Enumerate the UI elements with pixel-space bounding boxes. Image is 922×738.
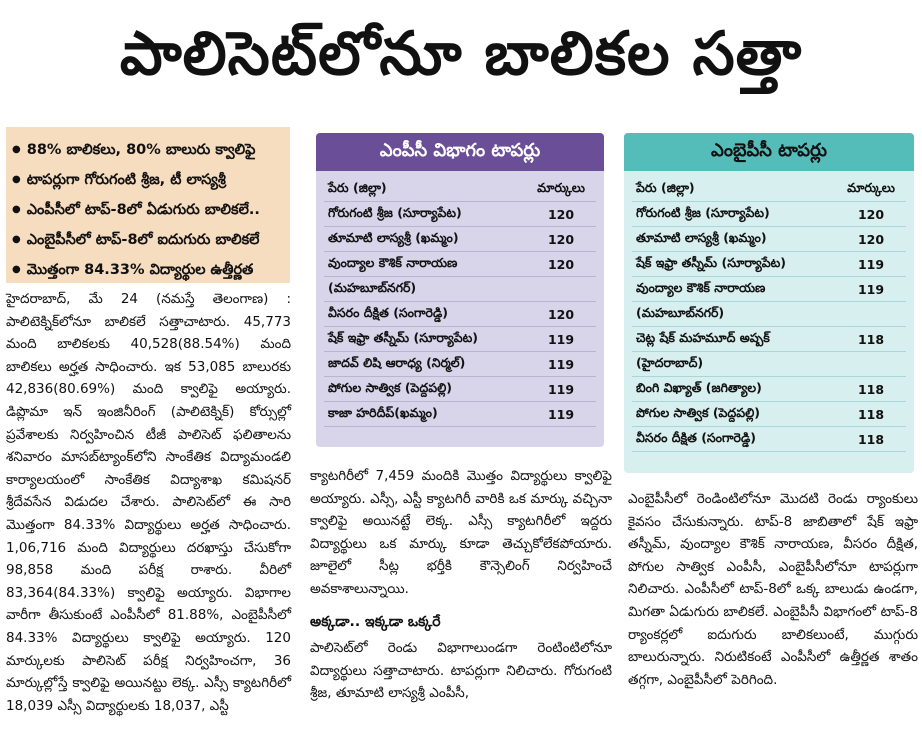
- highlight-item: ● టాపర్లుగా గోరుగంటి శ్రీజ, టీ లాస్యశ్రీ: [12, 165, 284, 195]
- table-header-row: [632, 177, 906, 202]
- table-row: [324, 327, 596, 352]
- cell-marks: 118: [836, 402, 906, 427]
- cell-name: చెట్ల షేక్‌ మహమూద్‌ అష్పక్‌: [632, 327, 836, 352]
- cell-name: గోరుగంటి శ్రీజ (సూర్యాపేట): [632, 202, 836, 227]
- mpc-table: [324, 177, 596, 427]
- mpc-table-title: ఎంపీసీ విభాగం టాపర్లు: [316, 133, 604, 171]
- article-column-1: [6, 288, 291, 717]
- cell-name: బింగి విఖ్యాత్‌ (జగిత్యాల): [632, 377, 836, 402]
- mpc-toppers-table: [316, 133, 604, 447]
- cell-marks: 119: [836, 277, 906, 302]
- article-paragraph: పాలిసెట్‌లో రెండు విభాగాలుండగా రెంటింటిలోనూ విద్యార్థులు సత్తాచాటారు. టాపర్లుగా నిలిచారు. గోరుగంటి శ్రీజ, తూమాటి లాస్యశ్రీ ఎంపీసీ,: [310, 640, 612, 702]
- bipc-toppers-table: [624, 133, 914, 473]
- cell-name: గోరుగంటి శ్రీజ (సూర్యాపేట): [324, 202, 526, 227]
- cell-name: వుంద్యాల కౌశిక్‌ నారాయణ: [632, 277, 836, 302]
- article-paragraph: హైదరాబాద్‌, మే 24 (నమస్తే తెలంగాణ) : పాలిటెక్నిక్‌లోనూ బాలికలే సత్తాచాటారు. 45,773 మంది బాలికలకు 40,528(88.54%) మంది బాలికలు అర్హత సాధించారు. ఇక 53,085 బాలురకు 42,836(80.69%) మంది క్వాలిఫై అయ్యారు. డిప్లొమా ఇన్‌ ఇంజినీరింగ్‌ (పాలిటెక్నిక్‌) కోర్సుల్లో ప్రవేశాలకు నిర్వహించిన టీజీ పాలిసెట్‌ ఫలితాలను శనివారం మాసబ్‌ట్యాంక్‌లోని సాంకేతిక విద్యామండలి కార్యాలయంలో సాంకేతిక విద్యాశాఖ కమిషనర్‌ శ్రీదేవసేన విడుదల చేశారు. పాలిసెట్‌లో ఈ సారి మొత్తంగా 84.33% విద్యార్థులు అర్హత సాధించారు. 1,06,716 మంది విద్యార్థులు దరఖాస్తు చేసుకోగా 98,858 మంది పరీక్ష రాశారు. వీరిలో 83,364(84.33%) క్వాలిఫై అయ్యారు. విభాగాల వారీగా తీసుకుంటే ఎంపీసీలో 81.88%, ఎంబైపీసీలో 84.33% విద్యార్థులు క్వాలిఫై అయ్యారు. 120 మార్కులకు పాలిసెట్‌ పరీక్ష నిర్వహించగా, 36 మార్కుల్లోస్తే క్వాలిఫై అయినట్టు లెక్క. ఎస్సీ క్యాటగిరీలో 18,039 ఎస్సీ విద్యార్థులకు 18,037, ఎస్టీ: [6, 291, 291, 714]
- cell-marks: 120: [836, 227, 906, 252]
- cell-name: వుంద్యాల కౌశిక్‌ నారాయణ: [324, 252, 526, 277]
- bipc-table: [632, 177, 906, 452]
- column-header-name: పేరు (జిల్లా): [324, 177, 526, 202]
- cell-marks: 119: [836, 252, 906, 277]
- article-subheading: అక్కడా.. ఇక్కడా ఒక్కరే: [310, 613, 441, 630]
- table-row: [632, 427, 906, 452]
- table-row: [632, 377, 906, 402]
- table-header-row: [324, 177, 596, 202]
- cell-marks: 119: [526, 402, 596, 427]
- table-row: [632, 202, 906, 227]
- cell-name: తూమాటి లాస్యశ్రీ (ఖమ్మం): [324, 227, 526, 252]
- table-row: [324, 252, 596, 277]
- table-row: [324, 352, 596, 377]
- cell-marks: [526, 277, 596, 302]
- cell-marks: 120: [526, 302, 596, 327]
- headline: పాలిసెట్‌లోనూ బాలికల సత్తా: [119, 19, 803, 89]
- table-row: [324, 277, 596, 302]
- cell-marks: 120: [526, 227, 596, 252]
- highlight-item: ● మొత్తంగా 84.33% విద్యార్థుల ఉత్తీర్ణత: [12, 255, 284, 285]
- table-row: [324, 302, 596, 327]
- cell-marks: 119: [526, 352, 596, 377]
- cell-marks: 120: [836, 202, 906, 227]
- cell-name: తూమాటి లాస్యశ్రీ (ఖమ్మం): [632, 227, 836, 252]
- cell-marks: 119: [526, 327, 596, 352]
- cell-marks: 118: [836, 327, 906, 352]
- column-header-name: పేరు (జిల్లా): [632, 177, 836, 202]
- bipc-table-title: ఎంబైపీసీ టాపర్లు: [624, 133, 914, 171]
- table-row: [324, 202, 596, 227]
- column-header-marks: మార్కులు: [526, 177, 596, 202]
- article-column-3: [628, 488, 918, 691]
- cell-name: పోగుల సాత్విక (పెద్దపల్లి): [324, 377, 526, 402]
- article-paragraph: క్యాటగిరీలో 7,459 మందికి మొత్తం విద్యార్థులు క్వాలిఫై అయ్యారు. ఎస్సీ, ఎస్టీ క్యాటగిరీ వారికి ఒక మార్కు వచ్చినా క్వాలిఫై అయినట్టే లెక్క. ఎస్సీ క్యాటగిరీలో ఇద్దరు విద్యార్థులు ఒక మార్కు కూడా తెచ్చుకోలేకపోయారు. జూలైలో సీట్ల భర్తీకి కౌన్సెలింగ్‌ నిర్వహించే అవకాశాలున్నాయి.: [310, 468, 612, 597]
- highlight-item: ● ఎంపీసీలో టాప్‌-8లో ఏడుగురు బాలికలే..: [12, 195, 284, 225]
- table-row: [632, 302, 906, 327]
- cell-marks: 120: [526, 202, 596, 227]
- column-header-marks: మార్కులు: [836, 177, 906, 202]
- cell-name: షేక్‌ ఇఫ్రా తస్నీమ్‌ (సూర్యాపేట): [632, 252, 836, 277]
- article-column-2: [310, 465, 612, 705]
- cell-marks: 118: [836, 427, 906, 452]
- cell-name: వీసరం దీక్షిత (సంగారెడ్డి): [632, 427, 836, 452]
- cell-marks: [836, 352, 906, 377]
- article-paragraph: ఎంబైపీసీలో రెండింటిలోనూ మొదటి రెండు ర్యాంకులు కైవసం చేసుకున్నారు. టాప్‌-8 జాబితాలో షేక్‌ ఇఫ్రా తస్నీమ్‌, వుంద్యాల కౌశిక్‌ నారాయణ, వీసరం దీక్షిత, పోగుల సాత్విక ఎంపీసీ, ఎంబైపీసీలోనూ టాపర్లుగా నిలిచారు. ఎంపీసీలో టాప్‌-8లో ఒక్క బాలుడు ఉండగా, మిగతా ఏడుగురు బాలికలే. ఎంబైపీసీ విభాగంలో టాప్‌-8 ర్యాంకర్లలో ఐదుగురు బాలికలుంటే, ముగ్గురు బాలురున్నారు. నిరుటికంటే ఎంపీసీలో ఉత్తీర్ణత శాతం తగ్గగా, ఎంబైపీసీలో పెరిగింది.: [628, 491, 918, 688]
- table-row: [632, 402, 906, 427]
- cell-name: (మహబూబ్‌నగర్‌): [324, 277, 526, 302]
- table-row: [632, 352, 906, 377]
- table-row: [632, 327, 906, 352]
- cell-name: షేక్‌ ఇఫ్రా తస్నీమ్‌ (సూర్యాపేట): [324, 327, 526, 352]
- highlight-item: ● ఎంబైపీసీలో టాప్‌-8లో ఐదుగురు బాలికలే: [12, 225, 284, 255]
- cell-name: వీసరం దీక్షిత (సంగారెడ్డి): [324, 302, 526, 327]
- highlight-item: ● 88% బాలికలు, 80% బాలురు క్వాలిఫై: [12, 135, 284, 165]
- cell-name: (మహబూబ్‌నగర్‌): [632, 302, 836, 327]
- table-row: [324, 227, 596, 252]
- table-row: [632, 227, 906, 252]
- cell-name: (హైదరాబాద్‌): [632, 352, 836, 377]
- cell-marks: 119: [526, 377, 596, 402]
- table-row: [324, 402, 596, 427]
- cell-marks: 120: [526, 252, 596, 277]
- cell-marks: 118: [836, 377, 906, 402]
- table-row: [324, 377, 596, 402]
- cell-marks: [836, 302, 906, 327]
- cell-name: పోగుల సాత్విక (పెద్దపల్లి): [632, 402, 836, 427]
- table-row: [632, 277, 906, 302]
- highlights-box: [6, 127, 290, 283]
- cell-name: కాజా హరిదీప్‌(ఖమ్మం): [324, 402, 526, 427]
- cell-name: జాదవ్‌ లిషి ఆరాధ్య (నిర్మల్‌): [324, 352, 526, 377]
- table-row: [632, 252, 906, 277]
